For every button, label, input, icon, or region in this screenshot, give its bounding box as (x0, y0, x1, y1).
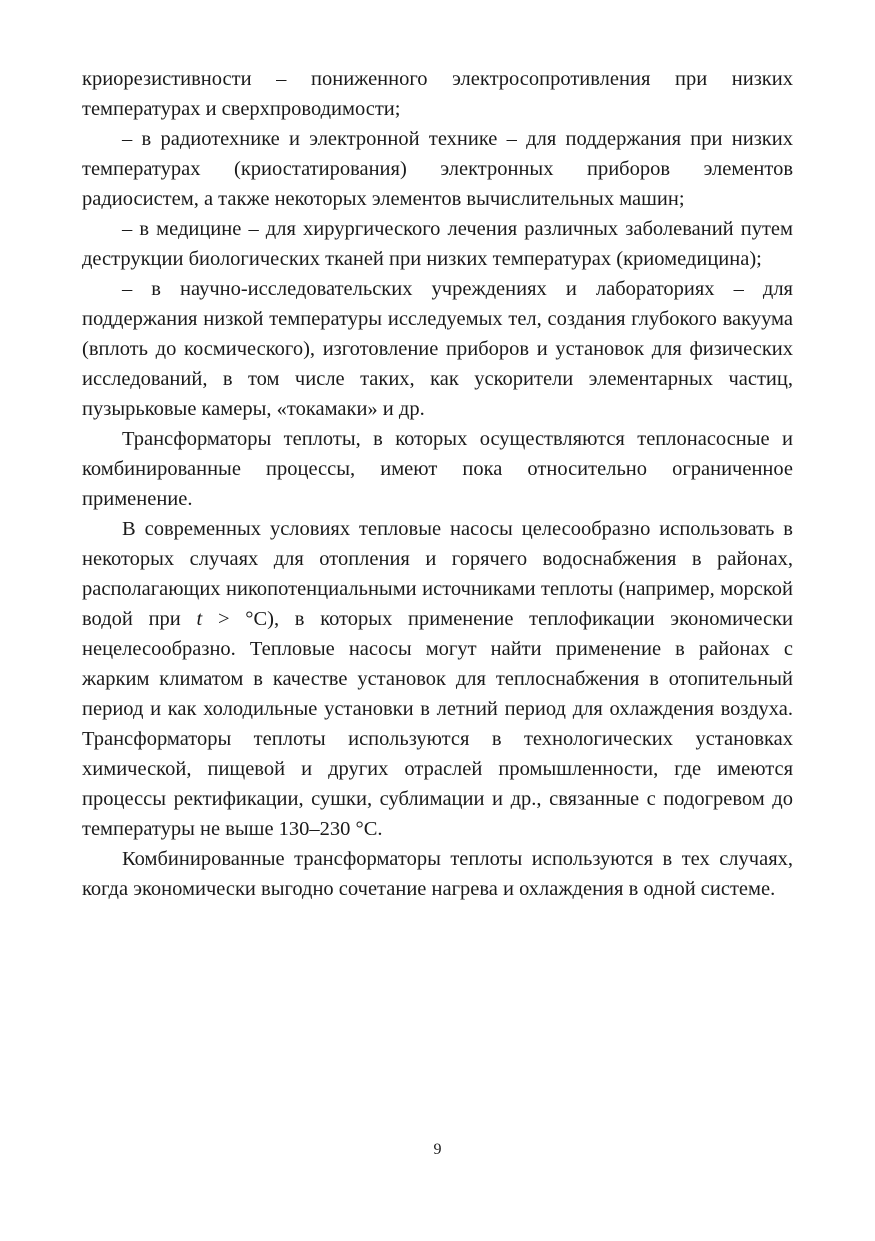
page-number: 9 (433, 1141, 442, 1158)
paragraph-2-radio-electronics: – в радиотехнике и электронной технике – для поддержания при низких температурах (криостатирования) электронных приборов элементов радиосистем, а также некоторых элементов вычислительных машин; (82, 128, 793, 210)
page-body (82, 64, 793, 904)
paragraph-5-heat-transformers: Трансформаторы теплоты, в которых осуществляются теплонасосные и комбинированные процессы, имеют пока относительно ограниченное применение. (82, 428, 793, 510)
paragraph-6-text-start: В современных условиях тепловые насосы целесообразно использовать в некоторых случаях для отопления и горячего водоснабжения в районах, располагающих никопотенциальными источниками теплоты (например, морской водой при (82, 518, 793, 630)
paragraph-7-combined: Комбинированные трансформаторы теплоты используются в тех случаях, когда экономически выгодно сочетание нагрева и охлаждения в одной системе. (82, 848, 793, 900)
paragraph-1: криорезистивности – пониженного электросопротивления при низких температурах и сверхпроводимости; (82, 68, 793, 120)
paragraph-6-heat-pumps (82, 514, 793, 844)
paragraph-4-research: – в научно-исследовательских учреждениях и лабораториях – для поддержания низкой температуры исследуемых тел, создания глубокого вакуума (вплоть до космического), изготовление приборов и установок для физических исследований, в том числе таких, как ускорители элементарных частиц, пузырьковые камеры, «токамаки» и др. (82, 278, 793, 420)
temperature-variable: t (196, 608, 203, 630)
paragraph-3-medicine: – в медицине – для хирургического лечения различных заболеваний путем деструкции биологических тканей при низких температурах (криомедицина); (82, 218, 793, 270)
paragraph-6-text-end: > °С), в которых применение теплофикации экономически нецелесообразно. Тепловые насосы могут найти применение в районах с жарким климатом в качестве установок для теплоснабжения в отопительный период и как холодильные установки в летний период для охлаждения воздуха. Трансформаторы теплоты используются в технологических установках химической, пищевой и других отраслей промышленности, где имеются процессы ректификации, сушки, сублимации и др., связанные с подогревом до температуры не выше 130–230 °С. (82, 608, 793, 840)
